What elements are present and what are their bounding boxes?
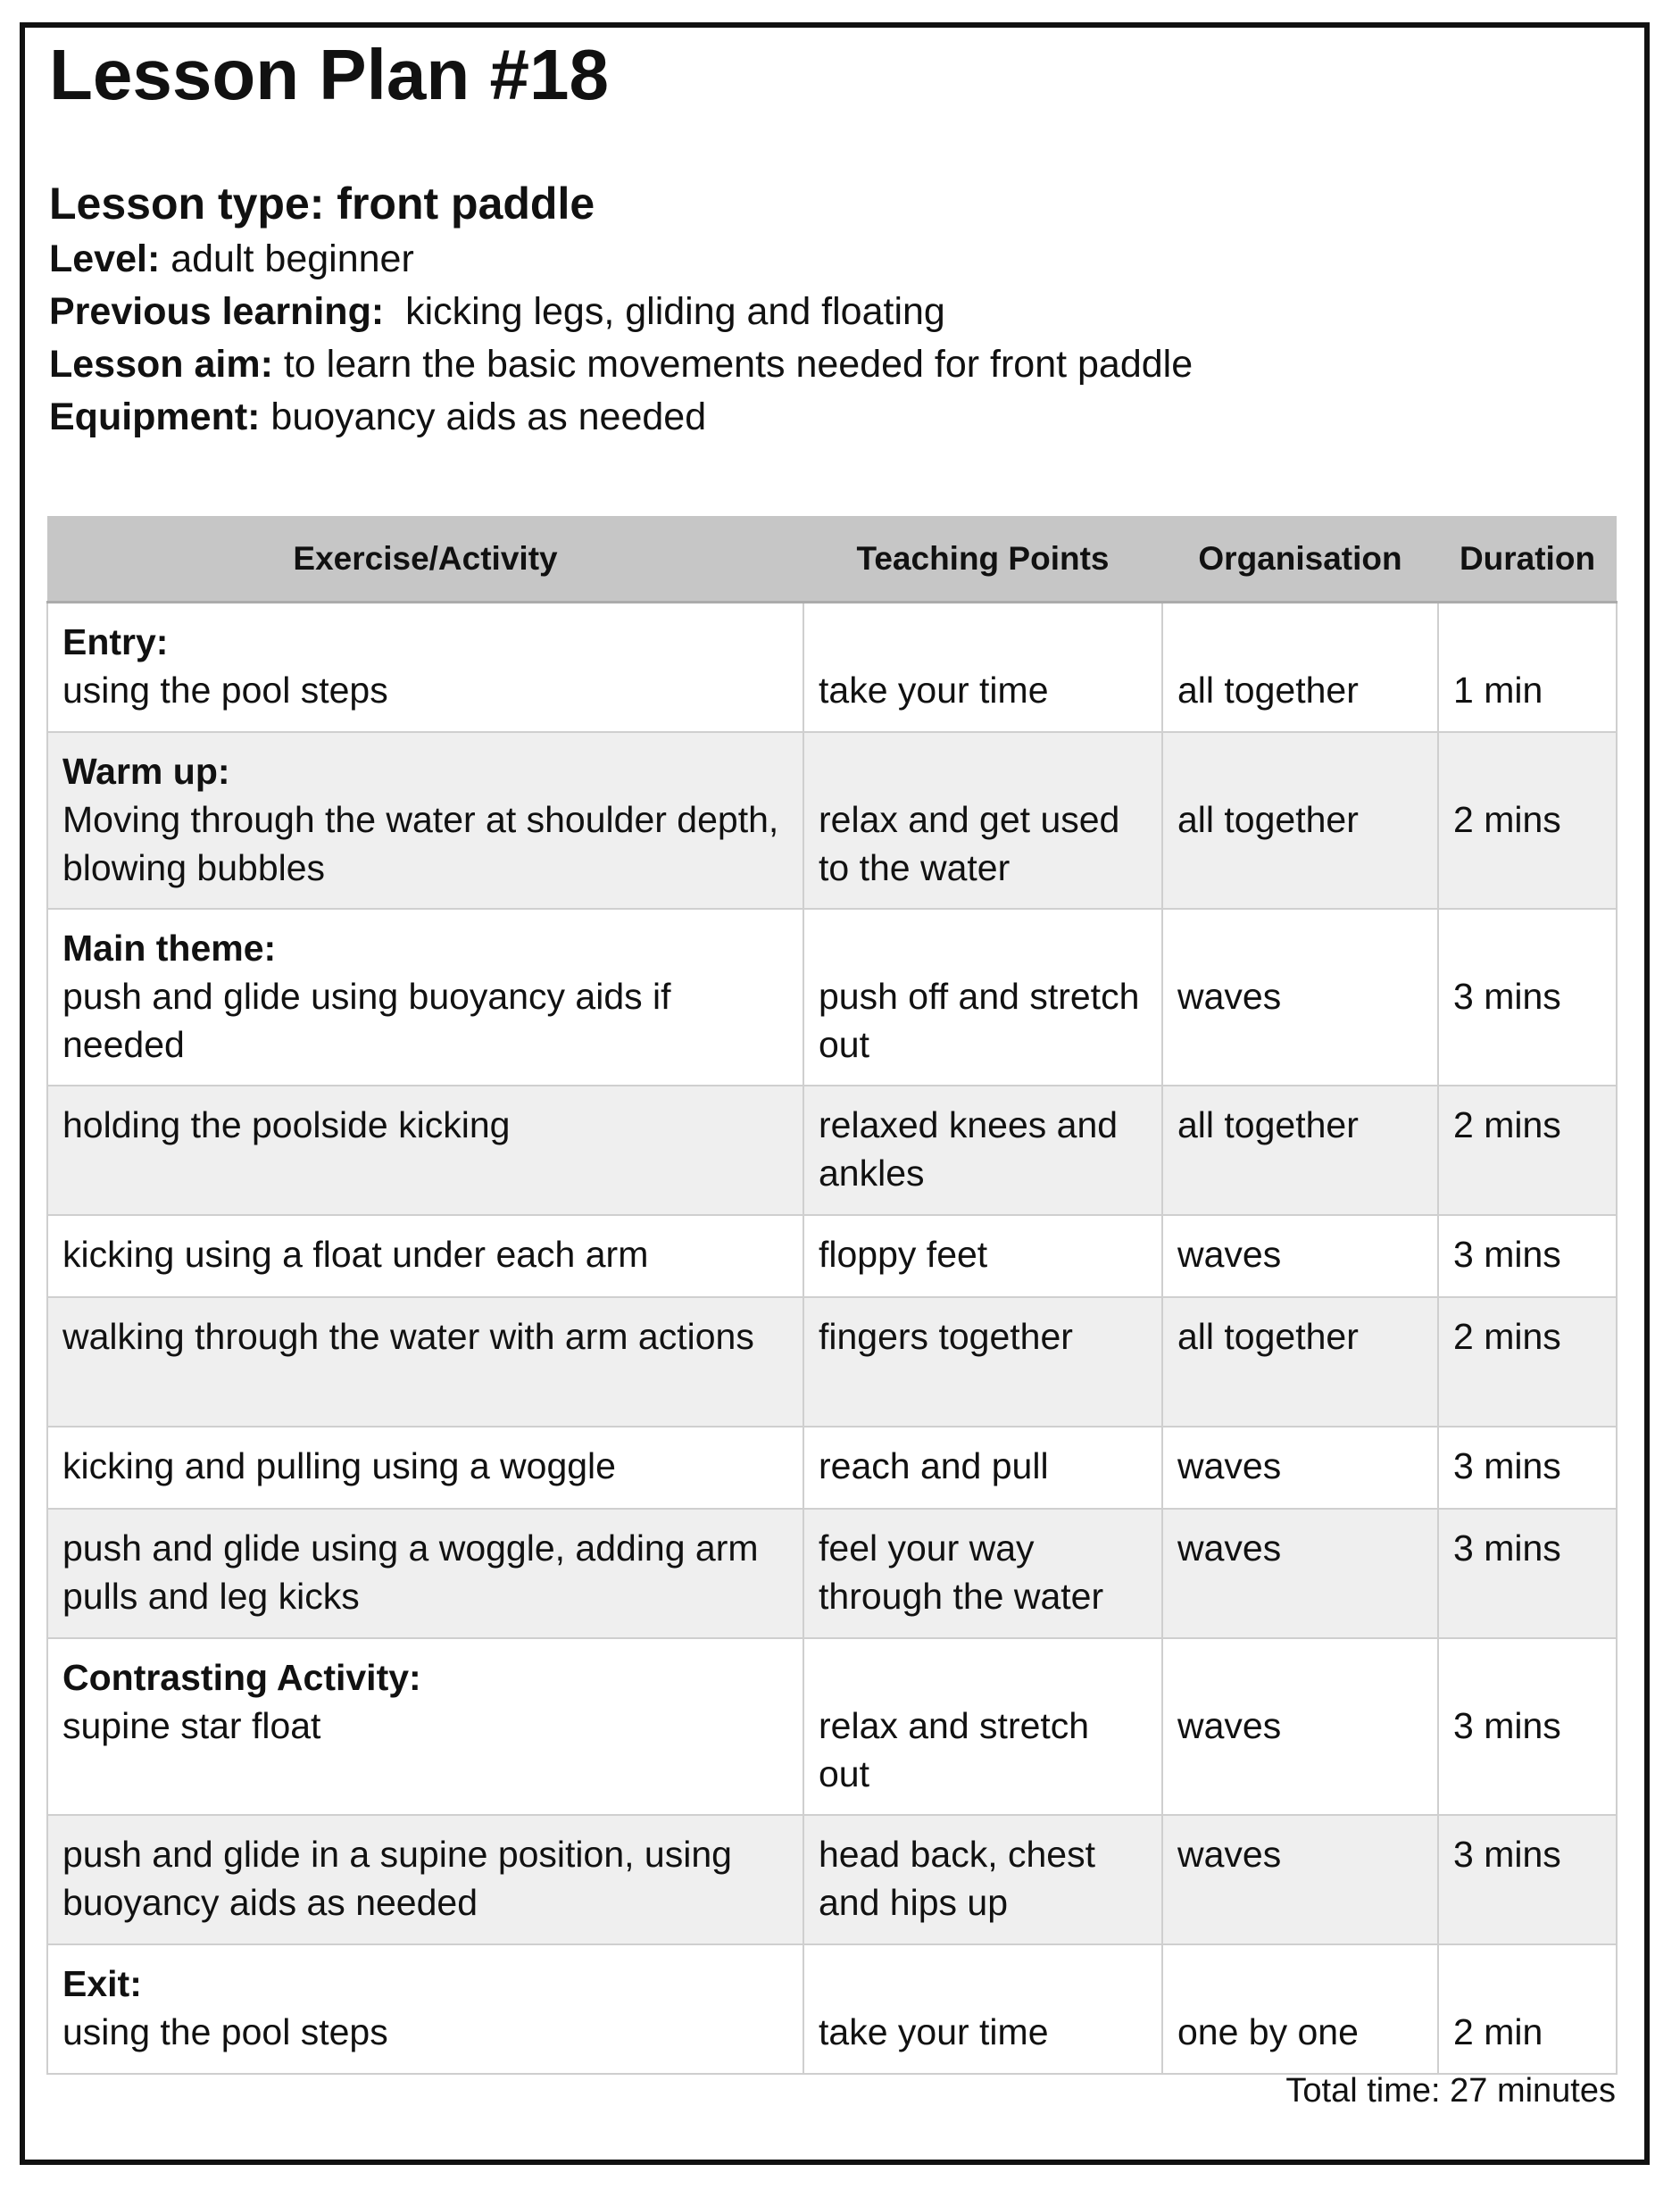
header-duration: Duration (1438, 516, 1617, 603)
lesson-aim-line (49, 338, 1620, 391)
organisation-cell (1162, 1815, 1438, 1944)
table-row (47, 909, 1617, 1086)
teaching-points-cell (803, 909, 1162, 1086)
total-time: Total time: 27 minutes (1285, 2072, 1616, 2110)
table-row (47, 1944, 1617, 2074)
cell-spacer (1177, 924, 1423, 972)
activity-cell-text: push and glide using buoyancy aids if needed (62, 975, 671, 1065)
organisation-cell (1162, 1086, 1438, 1215)
organisation-cell-text: one by one (1177, 2010, 1359, 2052)
cell-spacer (1177, 618, 1423, 666)
duration-cell (1438, 1297, 1617, 1427)
organisation-cell (1162, 1215, 1438, 1297)
activity-cell (47, 732, 803, 909)
table-row (47, 732, 1617, 909)
cell-spacer (819, 1960, 1147, 2008)
activity-cell-text: push and glide in a supine position, using buoyancy aids as needed (62, 1833, 732, 1923)
duration-cell (1438, 1944, 1617, 2074)
activity-cell-text: supine star float (62, 1704, 321, 1746)
organisation-cell-text: all together (1177, 1315, 1359, 1357)
activity-cell-text: kicking using a float under each arm (62, 1233, 649, 1275)
teaching-points-cell-text: floppy feet (819, 1233, 988, 1275)
table-row (47, 1638, 1617, 1815)
table-row (47, 1086, 1617, 1215)
section-label: Exit: (62, 1962, 142, 2004)
duration-cell (1438, 1427, 1617, 1509)
teaching-points-cell (803, 732, 1162, 909)
section-label: Contrasting Activity: (62, 1656, 421, 1698)
activity-cell-text: kicking and pulling using a woggle (62, 1444, 616, 1486)
duration-cell-text: 3 mins (1453, 1527, 1561, 1569)
organisation-cell-text: all together (1177, 1103, 1359, 1145)
teaching-points-cell (803, 1509, 1162, 1638)
organisation-cell-text: waves (1177, 1833, 1282, 1875)
teaching-points-cell (803, 1638, 1162, 1815)
organisation-cell (1162, 909, 1438, 1086)
teaching-points-cell-text: take your time (819, 670, 1049, 711)
teaching-points-cell (803, 1944, 1162, 2074)
activity-cell-text: holding the poolside kicking (62, 1103, 511, 1145)
duration-cell (1438, 1638, 1617, 1815)
table-row (47, 1215, 1617, 1297)
activity-cell (47, 909, 803, 1086)
teaching-points-cell (803, 603, 1162, 732)
cell-spacer (819, 1653, 1147, 1702)
level-line (49, 233, 1620, 286)
organisation-cell (1162, 603, 1438, 732)
equipment-label: Equipment: (49, 395, 261, 438)
lesson-info (49, 174, 1620, 444)
organisation-cell-text: all together (1177, 670, 1359, 711)
activity-cell (47, 1215, 803, 1297)
cell-spacer (819, 747, 1147, 795)
duration-cell-text: 3 mins (1453, 975, 1561, 1017)
cell-spacer (819, 924, 1147, 972)
duration-cell-text: 2 min (1453, 2010, 1543, 2052)
lesson-aim-value: to learn the basic movements needed for front paddle (272, 343, 1193, 386)
organisation-cell (1162, 1944, 1438, 2074)
duration-cell (1438, 732, 1617, 909)
organisation-cell (1162, 1638, 1438, 1815)
header-teaching-points: Teaching Points (803, 516, 1162, 603)
duration-cell (1438, 603, 1617, 732)
activity-cell (47, 1086, 803, 1215)
teaching-points-cell-text: relax and stretch out (819, 1704, 1090, 1794)
duration-cell-text: 2 mins (1453, 1103, 1561, 1145)
table-row (47, 603, 1617, 732)
teaching-points-cell-text: fingers together (819, 1315, 1073, 1357)
cell-spacer (1453, 747, 1601, 795)
activity-cell-text: walking through the water with arm actions (62, 1315, 754, 1357)
section-label: Warm up: (62, 750, 230, 792)
duration-cell (1438, 909, 1617, 1086)
teaching-points-cell (803, 1427, 1162, 1509)
table-header-row (47, 516, 1617, 603)
duration-cell-text: 1 min (1453, 670, 1543, 711)
teaching-points-cell (803, 1086, 1162, 1215)
section-label: Main theme: (62, 927, 277, 969)
teaching-points-cell-text: feel your way through the water (819, 1527, 1104, 1617)
organisation-cell (1162, 732, 1438, 909)
cell-spacer (1453, 1653, 1601, 1702)
organisation-cell (1162, 1297, 1438, 1427)
teaching-points-cell-text: head back, chest and hips up (819, 1833, 1095, 1923)
table-row (47, 1815, 1617, 1944)
activity-cell (47, 1427, 803, 1509)
organisation-cell-text: waves (1177, 1444, 1282, 1486)
duration-cell (1438, 1215, 1617, 1297)
page-title: Lesson Plan #18 (49, 35, 609, 114)
equipment-value: buoyancy aids as needed (260, 395, 707, 438)
previous-learning-value: kicking legs, gliding and floating (384, 290, 945, 333)
teaching-points-cell (803, 1297, 1162, 1427)
teaching-points-cell-text: relaxed knees and ankles (819, 1103, 1119, 1194)
teaching-points-cell-text: reach and pull (819, 1444, 1049, 1486)
teaching-points-cell (803, 1215, 1162, 1297)
header-organisation: Organisation (1162, 516, 1438, 603)
organisation-cell-text: all together (1177, 798, 1359, 840)
activity-cell-text: Moving through the water at shoulder depth, blowing bubbles (62, 798, 779, 888)
teaching-points-cell (803, 1815, 1162, 1944)
header-exercise-activity: Exercise/Activity (47, 516, 803, 603)
teaching-points-cell-text: push off and stretch out (819, 975, 1140, 1065)
activity-cell-text: push and glide using a woggle, adding arm pulls and leg kicks (62, 1527, 759, 1617)
activity-cell (47, 1297, 803, 1427)
cell-spacer (1177, 1960, 1423, 2008)
teaching-points-cell-text: relax and get used to the water (819, 798, 1120, 888)
organisation-cell-text: waves (1177, 1233, 1282, 1275)
table-body (47, 603, 1617, 2074)
organisation-cell (1162, 1427, 1438, 1509)
duration-cell-text: 3 mins (1453, 1704, 1561, 1746)
organisation-cell-text: waves (1177, 975, 1282, 1017)
organisation-cell (1162, 1509, 1438, 1638)
cell-spacer (1177, 747, 1423, 795)
table-row (47, 1427, 1617, 1509)
activity-cell-text: using the pool steps (62, 2010, 388, 2052)
duration-cell-text: 2 mins (1453, 1315, 1561, 1357)
level-value: adult beginner (160, 237, 414, 280)
lesson-aim-label: Lesson aim: (49, 343, 273, 386)
organisation-cell-text: waves (1177, 1527, 1282, 1569)
duration-cell (1438, 1815, 1617, 1944)
table-row (47, 1509, 1617, 1638)
lesson-table (46, 516, 1618, 2075)
activity-cell (47, 603, 803, 732)
duration-cell-text: 3 mins (1453, 1444, 1561, 1486)
activity-cell (47, 1509, 803, 1638)
duration-cell (1438, 1509, 1617, 1638)
organisation-cell-text: waves (1177, 1704, 1282, 1746)
previous-learning-label: Previous learning: (49, 290, 385, 333)
section-label: Entry: (62, 621, 169, 662)
cell-spacer (1453, 1960, 1601, 2008)
activity-cell-text: using the pool steps (62, 670, 388, 711)
activity-cell (47, 1944, 803, 2074)
level-label: Level: (49, 237, 161, 280)
activity-cell (47, 1638, 803, 1815)
table-row (47, 1297, 1617, 1427)
duration-cell-text: 2 mins (1453, 798, 1561, 840)
duration-cell-text: 3 mins (1453, 1233, 1561, 1275)
lesson-type: Lesson type: front paddle (49, 179, 595, 229)
teaching-points-cell-text: take your time (819, 2010, 1049, 2052)
cell-spacer (1177, 1653, 1423, 1702)
cell-spacer (1453, 618, 1601, 666)
equipment-line (49, 391, 1620, 444)
cell-spacer (819, 618, 1147, 666)
previous-learning-line (49, 286, 1620, 338)
duration-cell (1438, 1086, 1617, 1215)
activity-cell (47, 1815, 803, 1944)
cell-spacer (1453, 924, 1601, 972)
duration-cell-text: 3 mins (1453, 1833, 1561, 1875)
